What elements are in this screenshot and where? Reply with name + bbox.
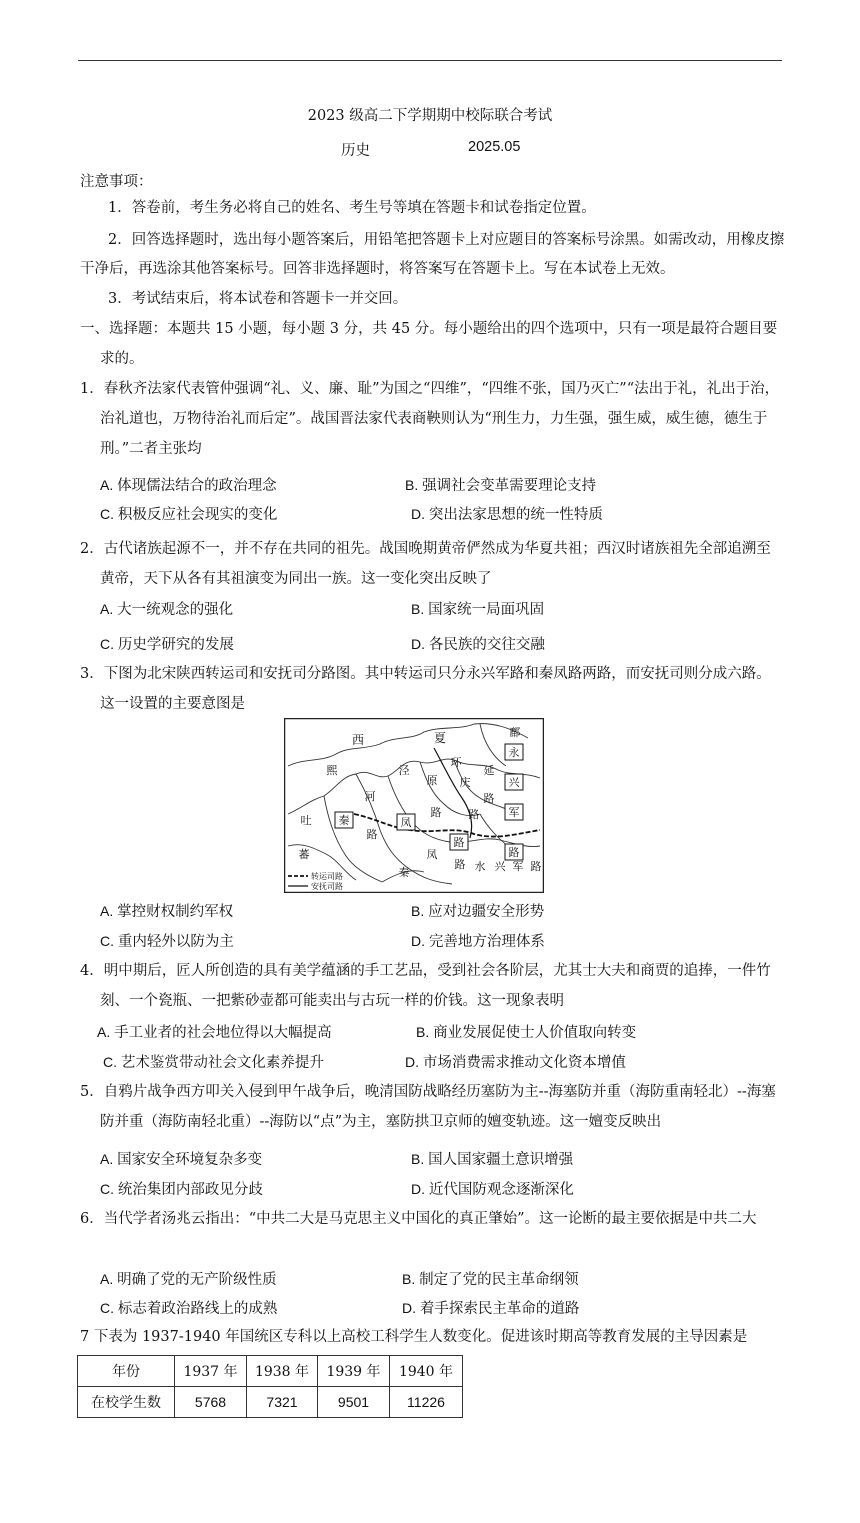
map-label: 军 (512, 860, 524, 873)
exam-title: 2023 级高二下学期期中校际联合考试 (307, 108, 553, 124)
exam-date: 2025.05 (468, 139, 521, 155)
legend-transport-route: 转运司路 (311, 872, 343, 881)
table-row (78, 1356, 463, 1387)
q4-option-d[interactable]: D. 市场消费需求推动文化资本增值 (405, 1054, 626, 1071)
table-row (78, 1387, 463, 1418)
q6-option-a[interactable]: A. 明确了党的无产阶级性质 (100, 1271, 277, 1288)
q2-option-b[interactable]: B. 国家统一局面巩固 (411, 601, 545, 618)
table-cell: 1938 年 (247, 1356, 318, 1387)
q3-option-b[interactable]: B. 应对边疆安全形势 (411, 903, 545, 920)
map-label: 延 (483, 764, 495, 777)
section-heading: 一、选择题：本题共 15 小题，每小题 3 分，共 45 分。每小题给出的四个选项中，只有一项是最符合题目要求的。 (80, 321, 778, 367)
table-header-cell: 在校学生数 (78, 1387, 175, 1418)
question-7-stem: 7 下表为 1937-1940 年国统区专科以上高校工科学生人数变化。促进该时期高等教育发展的主导因素是 (80, 1329, 748, 1345)
q5-option-d[interactable]: D. 近代国防观念逐渐深化 (411, 1181, 574, 1198)
map-label: 环 (450, 756, 462, 769)
table-cell: 7321 (247, 1387, 318, 1418)
q2-option-a[interactable]: A. 大一统观念的强化 (100, 601, 234, 618)
q3-option-a[interactable]: A. 掌控财权制约军权 (100, 903, 234, 920)
map-label: 路 (453, 836, 465, 849)
notice-item-3: 3．考试结束后，将本试卷和答题卡一并交回。 (108, 291, 408, 307)
map-label: 西 (351, 733, 365, 747)
map-label: 夏 (433, 731, 447, 745)
song-shaanxi-route-map (284, 718, 544, 893)
q3-option-c[interactable]: C. 重内轻外以防为主 (100, 933, 234, 950)
table-cell: 11226 (390, 1387, 463, 1418)
map-label: 吐 (300, 814, 312, 827)
map-label: 凤 (426, 848, 438, 861)
table-cell: 1940 年 (390, 1356, 463, 1387)
exam-subject: 历史 (341, 143, 370, 159)
map-label: 路 (454, 858, 466, 871)
q2-option-c[interactable]: C. 历史学研究的发展 (100, 636, 234, 653)
legend-pacification-route: 安抚司路 (311, 882, 343, 891)
q5-option-b[interactable]: B. 国人国家疆土意识增强 (411, 1151, 574, 1168)
notice-heading: 注意事项： (80, 174, 153, 190)
q6-option-d[interactable]: D. 着手探索民主革命的道路 (402, 1300, 580, 1317)
notice-item-1: 1．答卷前，考生务必将自己的姓名、考生号等填在答题卡和试卷指定位置。 (108, 200, 596, 216)
question-4-stem: 4．明中期后，匠人所创造的具有美学蕴涵的手工艺品，受到社会各阶层，尤其士大夫和商贾的追捧，一件竹刻、一个瓷瓶、一把紫砂壶都可能卖出与古玩一样的价钱。这一现象表明 (80, 963, 771, 1009)
map-label: 兴 (508, 776, 520, 789)
q3-option-d[interactable]: D. 完善地方治理体系 (411, 933, 545, 950)
q4-option-b[interactable]: B. 商业发展促使士人价值取向转变 (416, 1024, 637, 1041)
map-label: 泾 (398, 764, 410, 777)
table-cell: 5768 (175, 1387, 247, 1418)
question-3-stem: 3．下图为北宋陕西转运司和安抚司分路图。其中转运司只分永兴军路和秦凤路两路，而安抚司则分成六路。这一设置的主要意图是 (80, 666, 771, 712)
q6-option-c[interactable]: C. 标志着政治路线上的成熟 (100, 1300, 278, 1317)
map-label: 原 (426, 774, 438, 787)
table-cell: 9501 (318, 1387, 390, 1418)
table-cell: 1939 年 (318, 1356, 390, 1387)
map-label: 水 (474, 860, 486, 873)
map-label: 路 (430, 806, 442, 819)
q5-option-c[interactable]: C. 统治集团内部政见分歧 (100, 1181, 263, 1198)
q4-option-a[interactable]: A. 手工业者的社会地位得以大幅提高 (97, 1024, 332, 1041)
question-6-stem: 6．当代学者汤兆云指出：“中共二大是马克思主义中国化的真正肇始”。这一论断的最主要依据是中共二大 (80, 1211, 757, 1227)
map-label: 路 (508, 846, 520, 859)
question-5-stem: 5．自鸦片战争西方叩关入侵到甲午战争后，晚清国防战略经历塞防为主--海塞防并重（海防重南轻北）--海塞防并重（海防南轻北重）--海防以“点”为主，塞防拱卫京师的嬗变轨迹。这一嬗变反映出 (80, 1084, 776, 1130)
question-1-stem: 1．春秋齐法家代表管仲强调“礼、义、廉、耻”为国之“四维”，“四维不张，国乃灭亡”“法出于礼，礼出于治，治礼道也，万物待治礼而后定”。战国晋法家代表商鞅则认为“刑生力，力生强，强生威，威生德，德生于刑。”二者主张均 (80, 381, 780, 457)
q1-option-a[interactable]: A. 体现儒法结合的政治理念 (100, 477, 277, 494)
header-rule (78, 60, 782, 61)
map-label: 鄜 (509, 726, 521, 739)
map-label: 蕃 (298, 848, 310, 861)
table-cell: 1937 年 (175, 1356, 247, 1387)
map-label: 秦 (398, 866, 410, 879)
map-label: 凤 (400, 816, 412, 829)
map-label: 秦 (338, 814, 350, 827)
map-label: 路 (483, 792, 495, 805)
q4-option-c[interactable]: C. 艺术鉴赏带动社会文化素养提升 (103, 1054, 324, 1071)
enrollment-table (77, 1355, 463, 1418)
table-header-cell: 年份 (78, 1356, 175, 1387)
map-label: 熙 (326, 764, 338, 777)
map-label: 军 (508, 806, 520, 819)
map-label: 庆 (459, 776, 471, 789)
map-label: 永 (508, 746, 520, 759)
question-2-stem: 2．古代诸族起源不一，并不存在共同的祖先。战国晚期黄帝俨然成为华夏共祖；西汉时诸族祖先全部追溯至黄帝，天下从各有其祖演变为同出一族。这一变化突出反映了 (80, 541, 771, 587)
q5-option-a[interactable]: A. 国家安全环境复杂多变 (100, 1151, 263, 1168)
q2-option-d[interactable]: D. 各民族的交往交融 (411, 636, 545, 653)
q1-option-d[interactable]: D. 突出法家思想的统一性特质 (411, 506, 603, 523)
map-label: 路 (530, 860, 542, 873)
notice-item-2: 2．回答选择题时，选出每小题答案后，用铅笔把答题卡上对应题目的答案标号涂黑。如需改动，用橡皮擦干净后，再选涂其他答案标号。回答非选择题时，将答案写在答题卡上。写在本试卷上无效。 (80, 232, 785, 277)
map-label: 路 (366, 828, 378, 841)
map-label: 兴 (494, 860, 506, 873)
q1-option-b[interactable]: B. 强调社会变革需要理论支持 (405, 477, 597, 494)
q1-option-c[interactable]: C. 积极反应社会现实的变化 (100, 506, 278, 523)
map-label: 路 (468, 808, 480, 821)
map-label: 河 (364, 790, 376, 803)
q6-option-b[interactable]: B. 制定了党的民主革命纲领 (402, 1271, 579, 1288)
